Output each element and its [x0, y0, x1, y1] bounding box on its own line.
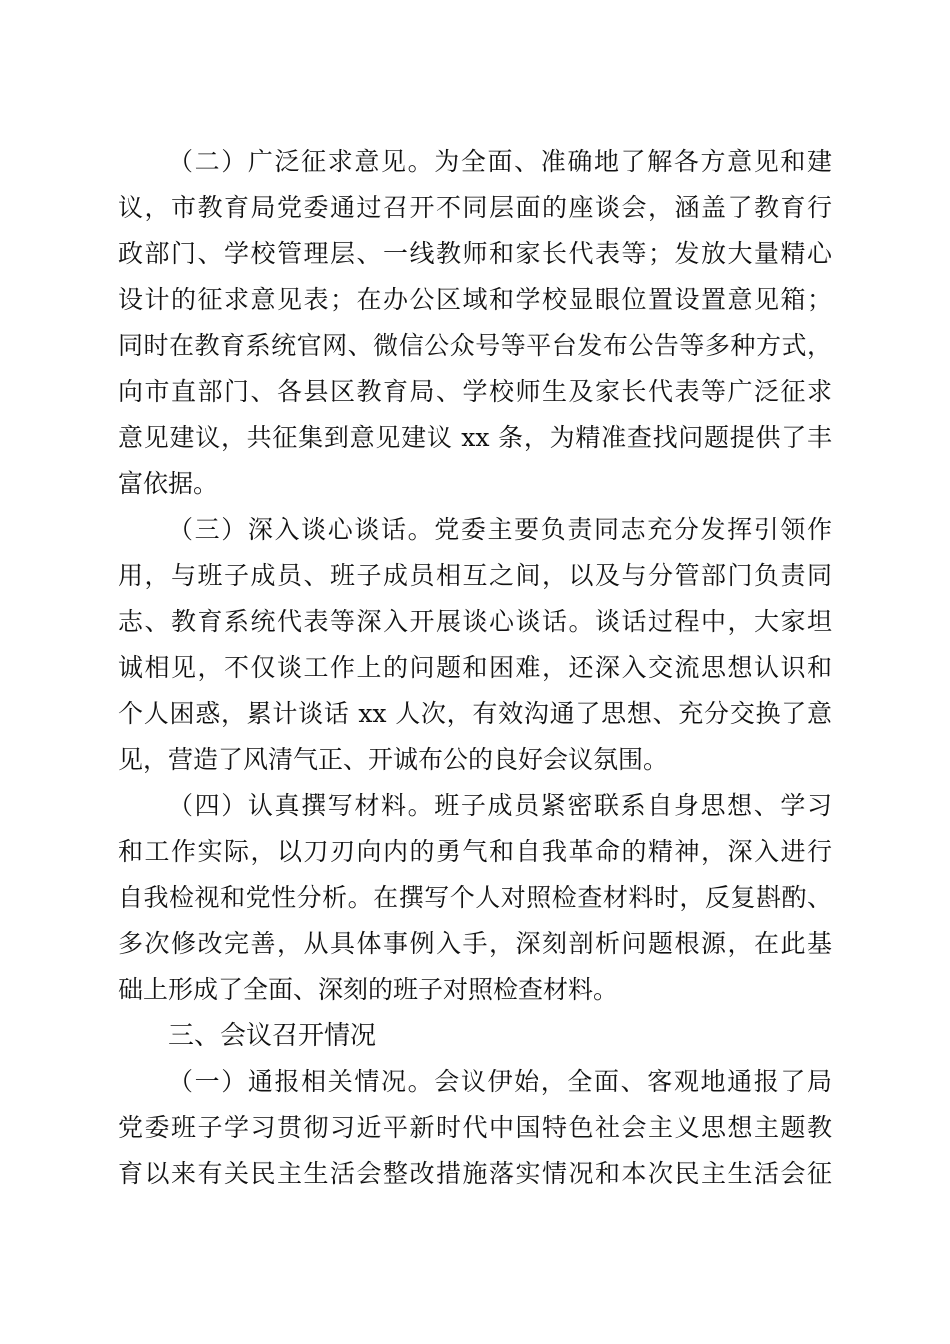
paragraph-2-line-5: 同时在教育系统官网、微信公众号等平台发布公告等多种方式， [118, 331, 832, 360]
paragraph-2-line-7: 意见建议，共征集到意见建议 xx 条，为精准查找问题提供了丰 [118, 423, 832, 452]
paragraph-2-line-2: 议，市教育局党委通过召开不同层面的座谈会，涵盖了教育行 [118, 193, 832, 222]
paragraph-3-line-3: 志、教育系统代表等深入开展谈心谈话。谈话过程中，大家坦 [118, 607, 832, 636]
paragraph-2-line-1: （二）广泛征求意见。为全面、准确地了解各方意见和建 [168, 147, 832, 176]
paragraph-3-line-4: 诚相见，不仅谈工作上的问题和困难，还深入交流思想认识和 [118, 653, 832, 682]
paragraph-4-line-3: 自我检视和党性分析。在撰写个人对照检查材料时，反复斟酌、 [118, 883, 832, 912]
paragraph-4-line-4: 多次修改完善，从具体事例入手，深刻剖析问题根源，在此基 [118, 929, 832, 958]
paragraph-3-line-6: 见，营造了风清气正、开诚布公的良好会议氛围。 [118, 745, 669, 774]
paragraph-3-line-1: （三）深入谈心谈话。党委主要负责同志充分发挥引领作 [168, 515, 832, 544]
paragraph-5-line-1: （一）通报相关情况。会议伊始，全面、客观地通报了局 [168, 1067, 832, 1096]
paragraph-2-line-6: 向市直部门、各县区教育局、学校师生及家长代表等广泛征求 [118, 377, 832, 406]
section-heading: 三、会议召开情况 [168, 1021, 377, 1051]
paragraph-4-line-1: （四）认真撰写材料。班子成员紧密联系自身思想、学习 [168, 791, 832, 820]
paragraph-2-line-3: 政部门、学校管理层、一线教师和家长代表等；发放大量精心 [118, 239, 832, 268]
paragraph-2-line-8: 富依据。 [118, 469, 219, 498]
paragraph-3-line-5: 个人困惑，累计谈话 xx 人次，有效沟通了思想、充分交换了意 [118, 699, 832, 728]
paragraph-3-line-2: 用，与班子成员、班子成员相互之间，以及与分管部门负责同 [118, 561, 832, 590]
paragraph-4-line-2: 和工作实际，以刀刃向内的勇气和自我革命的精神，深入进行 [118, 837, 832, 866]
paragraph-5-line-2: 党委班子学习贯彻习近平新时代中国特色社会主义思想主题教 [118, 1113, 832, 1142]
paragraph-4-line-5: 础上形成了全面、深刻的班子对照检查材料。 [118, 975, 619, 1004]
paragraph-5-line-3: 育以来有关民主生活会整改措施落实情况和本次民主生活会征 [118, 1159, 832, 1188]
paragraph-2-line-4: 设计的征求意见表；在办公区域和学校显眼位置设置意见箱； [118, 285, 832, 314]
